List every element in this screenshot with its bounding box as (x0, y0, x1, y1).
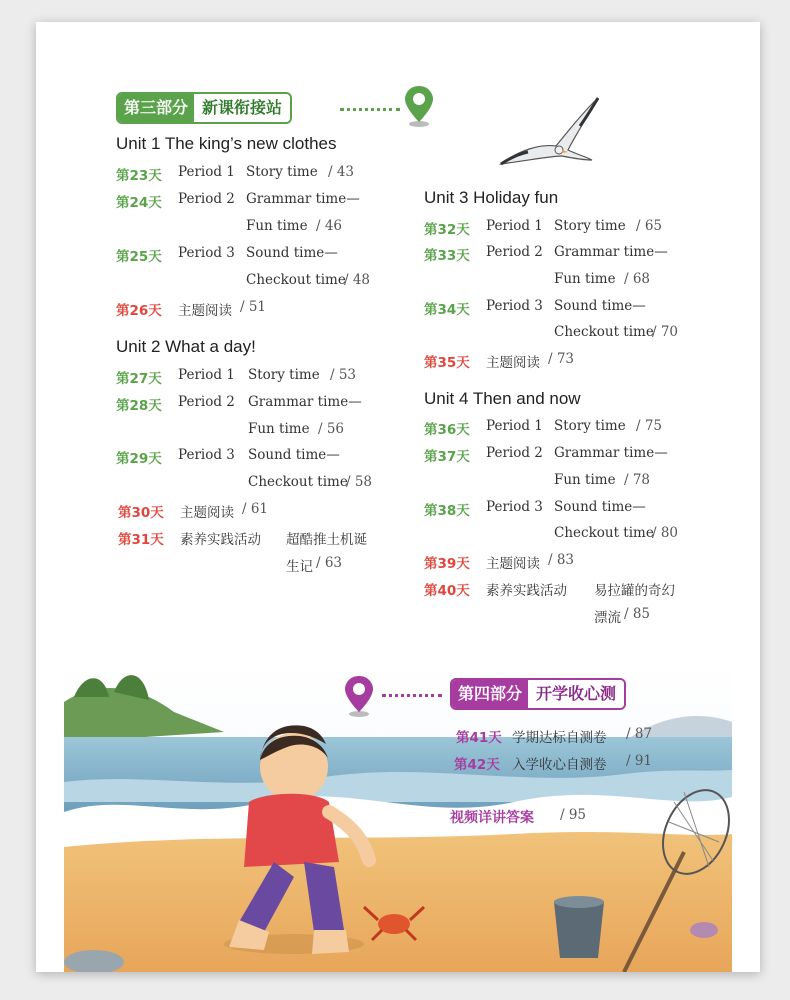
map-pin-icon (342, 674, 376, 718)
unit2-lesson: Grammar time— (248, 394, 362, 410)
unit2-lesson-cont: Fun time (248, 421, 310, 437)
unit4-reading: 主题阅读 (486, 556, 540, 572)
unit4-lesson: Sound time— (554, 499, 646, 515)
unit2-day: 第28天 (116, 398, 162, 414)
unit2-page[interactable]: / 53 (330, 367, 357, 383)
unit2-period: Period 3 (178, 447, 235, 463)
unit1-day: 第23天 (116, 168, 162, 184)
video-answer-page[interactable]: / 95 (560, 807, 587, 823)
section4-dotted-line (382, 694, 442, 697)
unit4-lesson: Grammar time— (554, 445, 668, 461)
unit2-day: 第31天 (118, 532, 164, 548)
unit2-day: 第29天 (116, 451, 162, 467)
unit2-reading: 主题阅读 (180, 505, 234, 521)
unit2-page[interactable]: / 63 (316, 555, 343, 571)
unit3-lesson-cont: Checkout time (554, 324, 654, 340)
unit2-lesson: Story time (248, 367, 320, 383)
section3-banner (116, 92, 292, 124)
unit4-day: 第39天 (424, 556, 470, 572)
unit4-period: Period 1 (486, 418, 543, 434)
unit1-reading: 主题阅读 (178, 303, 232, 319)
unit4-page[interactable]: / 80 (652, 525, 679, 541)
section3-dotted-line (340, 108, 400, 111)
unit4-page[interactable]: / 85 (624, 606, 651, 622)
unit3-day: 第34天 (424, 302, 470, 318)
unit4-day: 第36天 (424, 422, 470, 438)
unit3-period: Period 1 (486, 218, 543, 234)
section4-day: 第41天 (456, 730, 502, 746)
unit3-day: 第35天 (424, 355, 470, 371)
unit4-title: Unit 4 Then and now (424, 389, 581, 408)
beach-illustration (64, 662, 732, 972)
unit3-lesson-cont: Fun time (554, 271, 616, 287)
seagull-illustration (496, 94, 606, 174)
unit2-activity-title: 超酷推土机诞 (286, 532, 367, 548)
section4-test: 学期达标自测卷 (512, 730, 607, 746)
unit3-title: Unit 3 Holiday fun (424, 188, 559, 207)
section3-title: 新课衔接站 (194, 94, 290, 122)
unit3-lesson: Story time (554, 218, 626, 234)
section3-part-label: 第三部分 (118, 94, 194, 122)
unit1-period: Period 2 (178, 191, 235, 207)
unit1-page[interactable]: / 46 (316, 218, 343, 234)
unit1-title: Unit 1 The king’s new clothes (116, 134, 337, 153)
unit4-lesson-cont: Fun time (554, 472, 616, 488)
unit3-lesson: Sound time— (554, 298, 646, 314)
unit1-lesson: Story time (246, 164, 318, 180)
unit4-period: Period 3 (486, 499, 543, 515)
unit2-activity-title-cont: 生记 (286, 559, 313, 575)
unit4-page[interactable]: / 78 (624, 472, 651, 488)
unit4-day: 第38天 (424, 503, 470, 519)
unit1-day: 第25天 (116, 249, 162, 265)
unit1-lesson: Grammar time— (246, 191, 360, 207)
unit4-page[interactable]: / 83 (548, 552, 575, 568)
unit4-page[interactable]: / 75 (636, 418, 663, 434)
unit2-page[interactable]: / 61 (242, 501, 269, 517)
unit2-day: 第27天 (116, 371, 162, 387)
section4-title: 开学收心测 (528, 680, 624, 708)
unit2-title: Unit 2 What a day! (116, 337, 256, 356)
unit1-page[interactable]: / 48 (344, 272, 371, 288)
section4-page[interactable]: / 87 (626, 726, 653, 742)
section4-day: 第42天 (454, 757, 500, 773)
unit4-period: Period 2 (486, 445, 543, 461)
unit4-lesson-cont: Checkout time (554, 525, 654, 541)
unit1-period: Period 3 (178, 245, 235, 261)
unit4-activity: 素养实践活动 (486, 583, 567, 599)
unit2-lesson: Sound time— (248, 447, 340, 463)
unit3-page[interactable]: / 68 (624, 271, 651, 287)
unit1-day: 第24天 (116, 195, 162, 211)
unit1-day: 第26天 (116, 303, 162, 319)
unit2-period: Period 1 (178, 367, 235, 383)
unit2-period: Period 2 (178, 394, 235, 410)
unit4-activity-title: 易拉罐的奇幻 (594, 583, 675, 599)
unit4-day: 第37天 (424, 449, 470, 465)
map-pin-icon (402, 84, 436, 128)
unit4-day: 第40天 (424, 583, 470, 599)
unit1-lesson-cont: Fun time (246, 218, 308, 234)
section4-part-label: 第四部分 (452, 680, 528, 708)
toc-page (36, 22, 760, 972)
unit4-lesson: Story time (554, 418, 626, 434)
section4-page[interactable]: / 91 (626, 753, 653, 769)
unit3-day: 第33天 (424, 248, 470, 264)
unit3-lesson: Grammar time— (554, 244, 668, 260)
unit3-page[interactable]: / 70 (652, 324, 679, 340)
unit2-activity: 素养实践活动 (180, 532, 261, 548)
unit2-page[interactable]: / 56 (318, 421, 345, 437)
unit3-page[interactable]: / 65 (636, 218, 663, 234)
unit1-page[interactable]: / 43 (328, 164, 355, 180)
unit1-lesson-cont: Checkout time (246, 272, 346, 288)
section4-banner (450, 678, 626, 710)
video-answer-label: 视频详讲答案 (450, 810, 534, 826)
unit2-page[interactable]: / 58 (346, 474, 373, 490)
section4-test: 入学收心自测卷 (512, 757, 607, 773)
unit3-day: 第32天 (424, 222, 470, 238)
unit1-period: Period 1 (178, 164, 235, 180)
unit1-page[interactable]: / 51 (240, 299, 267, 315)
unit4-activity-title-cont: 漂流 (594, 610, 621, 626)
unit2-day: 第30天 (118, 505, 164, 521)
unit1-lesson: Sound time— (246, 245, 338, 261)
unit3-period: Period 3 (486, 298, 543, 314)
unit2-lesson-cont: Checkout time (248, 474, 348, 490)
unit3-period: Period 2 (486, 244, 543, 260)
unit3-page[interactable]: / 73 (548, 351, 575, 367)
unit3-reading: 主题阅读 (486, 355, 540, 371)
